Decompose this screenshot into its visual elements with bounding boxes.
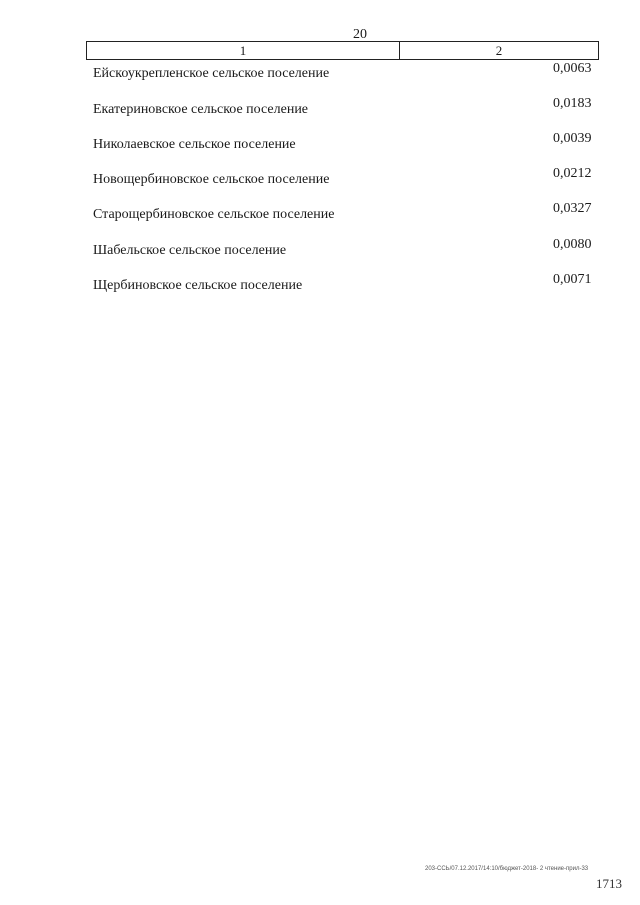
settlement-value: 0,0212 xyxy=(553,166,592,181)
column-header-2: 2 xyxy=(495,42,503,58)
settlement-name: Екатериновское сельское поселение xyxy=(93,102,309,117)
settlement-value: 0,0071 xyxy=(553,272,592,287)
document-stamp: 203-ССЬ/07.12.2017/14:10/бюджет-2018- 2 чтение-прил-33 xyxy=(425,866,589,872)
settlement-name: Ейскоукрепленское сельское поселение xyxy=(93,66,330,81)
column-header-1: 1 xyxy=(87,42,400,59)
settlement-name: Шабельское сельское поселение xyxy=(93,243,287,258)
table-header xyxy=(86,41,599,60)
sheet-number: 1713 xyxy=(596,876,622,891)
settlement-value: 0,0327 xyxy=(553,201,592,216)
settlement-value: 0,0080 xyxy=(553,237,592,252)
settlement-name: Щербиновское сельское поселение xyxy=(93,278,303,293)
settlement-name: Новощербиновское сельское поселение xyxy=(93,172,330,187)
settlement-value: 0,0063 xyxy=(553,61,592,76)
settlement-value: 0,0183 xyxy=(553,96,592,111)
settlement-name: Старощербиновское сельское поселение xyxy=(93,207,335,222)
settlement-name: Николаевское сельское поселение xyxy=(93,137,296,152)
page-number: 20 xyxy=(353,27,367,42)
settlement-value: 0,0039 xyxy=(553,131,592,146)
